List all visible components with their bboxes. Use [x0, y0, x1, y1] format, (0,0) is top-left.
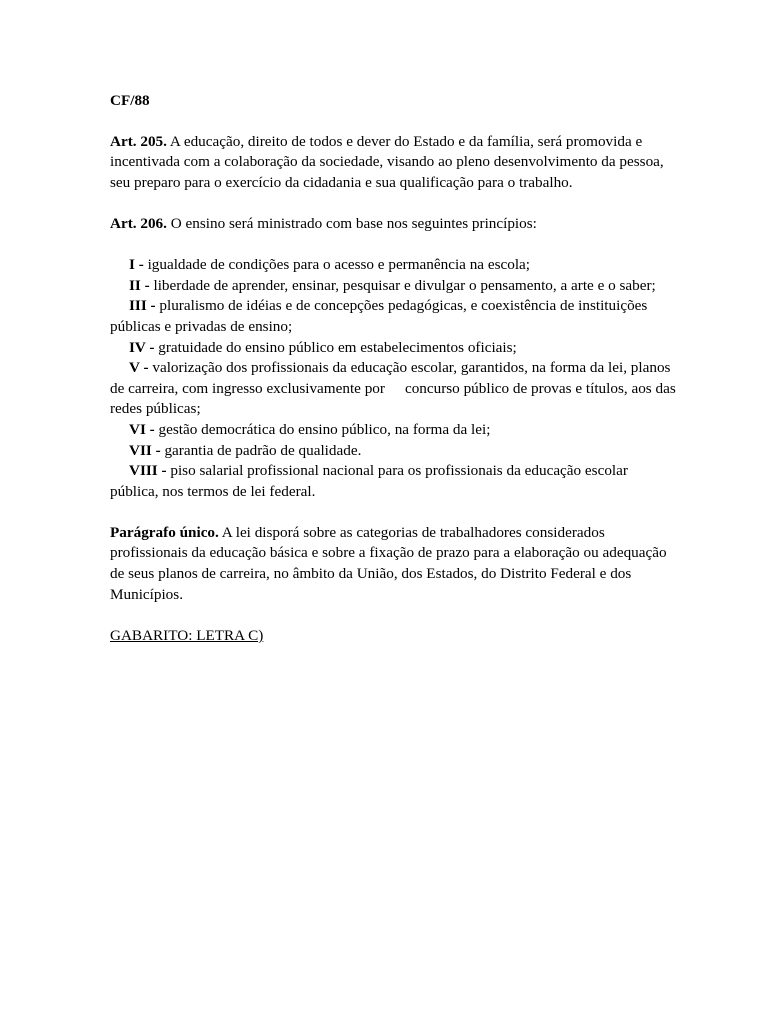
- item-number: VI -: [129, 420, 155, 438]
- document-body: [110, 91, 680, 646]
- article-206-text: O ensino será ministrado com base nos seguintes princípios:: [170, 214, 537, 232]
- paragrafo-unico: [110, 523, 680, 605]
- list-item: [110, 276, 680, 297]
- article-205-text: A educação, direito de todos e dever do Estado e da família, será promovida e incentivada com a colaboração da sociedade, visando ao pleno desenvolvimento da pessoa, seu preparo para o exercício da cidadania e sua qualificação para o trabalho.: [110, 132, 664, 191]
- item-text: gratuidade do ensino público em estabelecimentos oficiais;: [158, 338, 517, 356]
- list-item: [110, 461, 680, 502]
- article-206: [110, 214, 680, 235]
- list-item: [110, 296, 680, 337]
- principles-list: [110, 255, 680, 502]
- document-heading: CF/88: [110, 92, 150, 109]
- item-text-continued: concurso público de provas e títulos, aos das redes públicas;: [110, 379, 676, 418]
- list-item: [110, 420, 680, 441]
- item-text: pluralismo de idéias e de concepções pedagógicas, e coexistência de instituições públicas e privadas de ensino;: [110, 297, 648, 335]
- list-item: [110, 338, 680, 359]
- item-number: VII -: [129, 441, 161, 459]
- answer-key: GABARITO: LETRA C): [110, 626, 264, 644]
- item-text: garantia de padrão de qualidade.: [164, 441, 362, 459]
- item-text: liberdade de aprender, ensinar, pesquisar e divulgar o pensamento, a arte e o saber;: [153, 276, 656, 294]
- item-number: V -: [129, 359, 149, 377]
- item-text: igualdade de condições para o acesso e permanência na escola;: [147, 256, 531, 274]
- item-number: IV -: [129, 338, 155, 356]
- paragrafo-text: A lei disporá sobre as categorias de trabalhadores considerados profissionais da educação básica e sobre a fixação de prazo para a elaboração ou adequação de seus planos de carreira, no âmbito da União, dos Estados, do Distrito Federal e dos Municípios.: [110, 523, 667, 603]
- item-text: gestão democrática do ensino público, na forma da lei;: [158, 420, 491, 438]
- article-206-label: Art. 206.: [110, 214, 167, 232]
- paragrafo-label: Parágrafo único.: [110, 523, 219, 541]
- item-text: piso salarial profissional nacional para os profissionais da educação escolar pública, nos termos de lei federal.: [110, 462, 628, 500]
- item-number: VIII -: [129, 462, 167, 480]
- item-number: I -: [129, 256, 144, 274]
- article-205: [110, 132, 680, 194]
- list-item: [110, 441, 680, 462]
- item-number: III -: [129, 297, 156, 315]
- list-item: [110, 358, 680, 420]
- article-205-label: Art. 205.: [110, 132, 167, 150]
- list-item: [110, 255, 680, 276]
- item-number: II -: [129, 276, 150, 294]
- item-text: valorização dos profissionais da educação escolar, garantidos, na forma da lei, planos de carreira, com ingresso exclusivamente por: [110, 359, 671, 397]
